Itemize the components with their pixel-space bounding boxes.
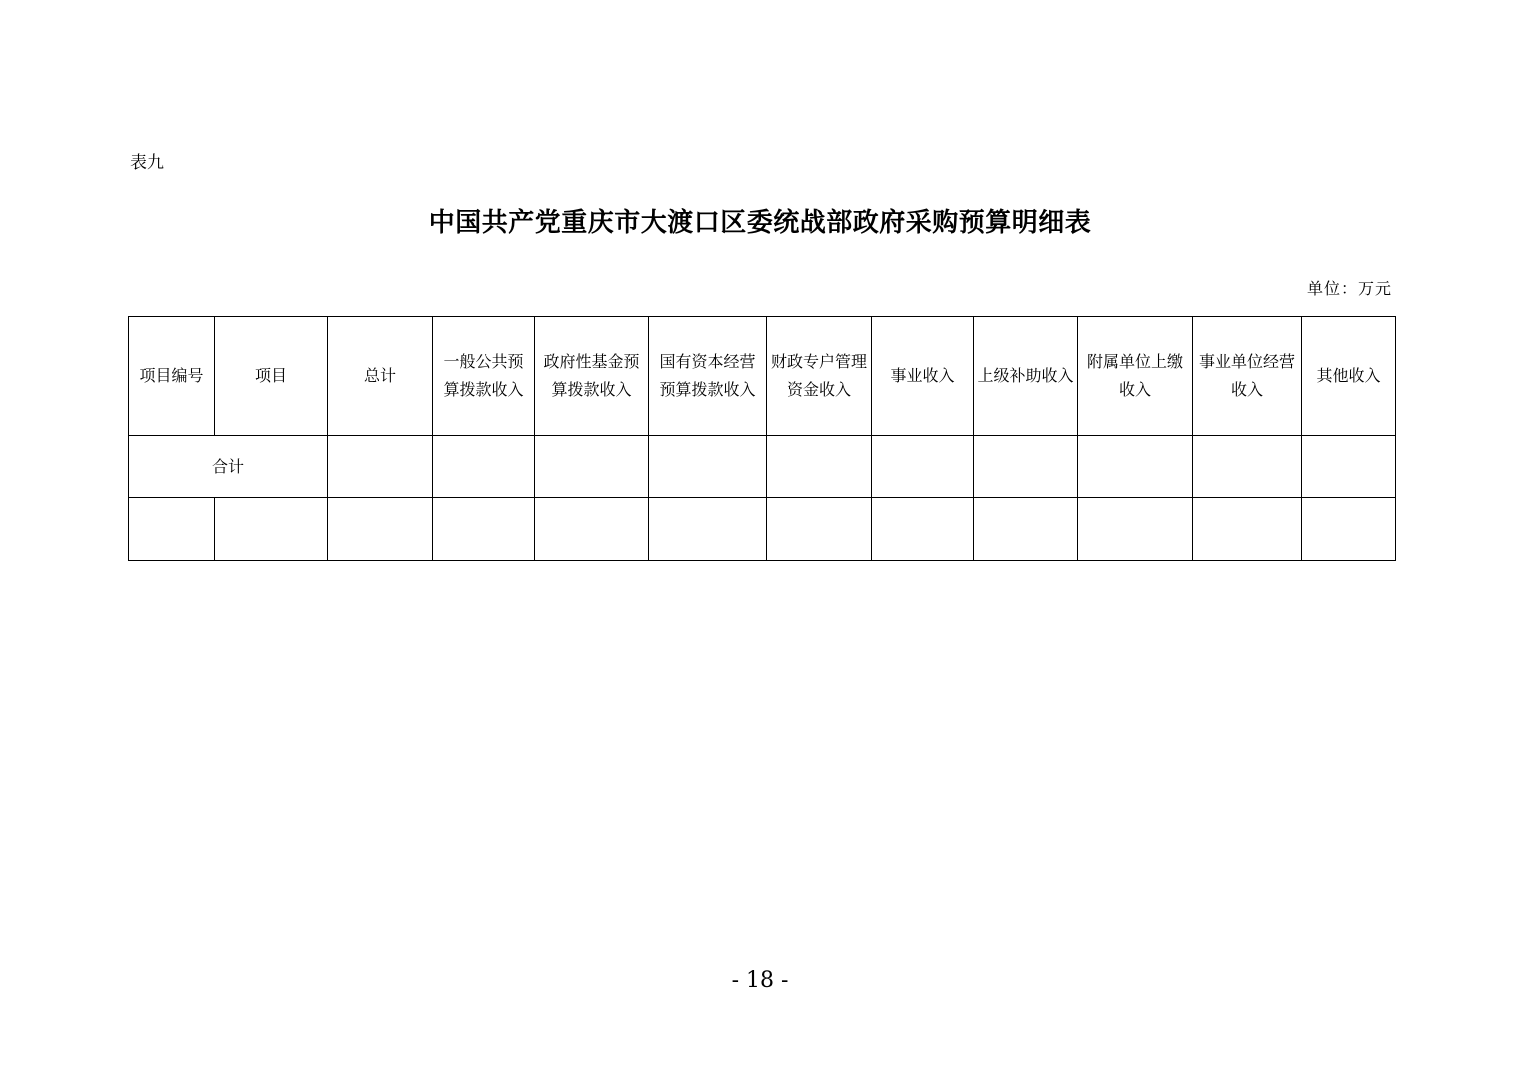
table-cell bbox=[328, 498, 433, 561]
header-cell: 其他收入 bbox=[1302, 317, 1396, 436]
total-cell bbox=[328, 436, 433, 498]
header-cell: 项目 bbox=[215, 317, 328, 436]
header-cell: 项目编号 bbox=[129, 317, 215, 436]
table-label: 表九 bbox=[130, 153, 164, 173]
total-cell bbox=[872, 436, 974, 498]
header-cell: 总计 bbox=[328, 317, 433, 436]
table-cell bbox=[872, 498, 974, 561]
table-cell bbox=[535, 498, 649, 561]
table-cell bbox=[1078, 498, 1193, 561]
header-cell: 上级补助收入 bbox=[974, 317, 1078, 436]
total-cell bbox=[1193, 436, 1302, 498]
table-cell bbox=[649, 498, 767, 561]
total-cell bbox=[1302, 436, 1396, 498]
table-cell bbox=[974, 498, 1078, 561]
header-cell: 一般公共预算拨款收入 bbox=[433, 317, 535, 436]
total-cell bbox=[1078, 436, 1193, 498]
header-cell: 事业收入 bbox=[872, 317, 974, 436]
unit-label: 单位：万元 bbox=[1306, 279, 1392, 298]
total-cell bbox=[649, 436, 767, 498]
total-cell bbox=[535, 436, 649, 498]
total-label-cell: 合计 bbox=[129, 436, 328, 498]
total-cell bbox=[767, 436, 872, 498]
procurement-budget-table bbox=[128, 316, 1396, 561]
page-number: - 18 - bbox=[731, 968, 789, 993]
header-cell: 事业单位经营收入 bbox=[1193, 317, 1302, 436]
table-cell bbox=[433, 498, 535, 561]
table-cell bbox=[1302, 498, 1396, 561]
total-row bbox=[129, 436, 1396, 498]
total-cell bbox=[433, 436, 535, 498]
page-title: 中国共产党重庆市大渡口区委统战部政府采购预算明细表 bbox=[428, 208, 1092, 238]
table-cell bbox=[215, 498, 328, 561]
header-cell: 政府性基金预算拨款收入 bbox=[535, 317, 649, 436]
table-header-row bbox=[129, 317, 1396, 436]
table-cell bbox=[129, 498, 215, 561]
table-cell bbox=[1193, 498, 1302, 561]
header-cell: 财政专户管理资金收入 bbox=[767, 317, 872, 436]
header-cell: 附属单位上缴收入 bbox=[1078, 317, 1193, 436]
table-cell bbox=[767, 498, 872, 561]
table-row bbox=[129, 498, 1396, 561]
total-cell bbox=[974, 436, 1078, 498]
header-cell: 国有资本经营预算拨款收入 bbox=[649, 317, 767, 436]
